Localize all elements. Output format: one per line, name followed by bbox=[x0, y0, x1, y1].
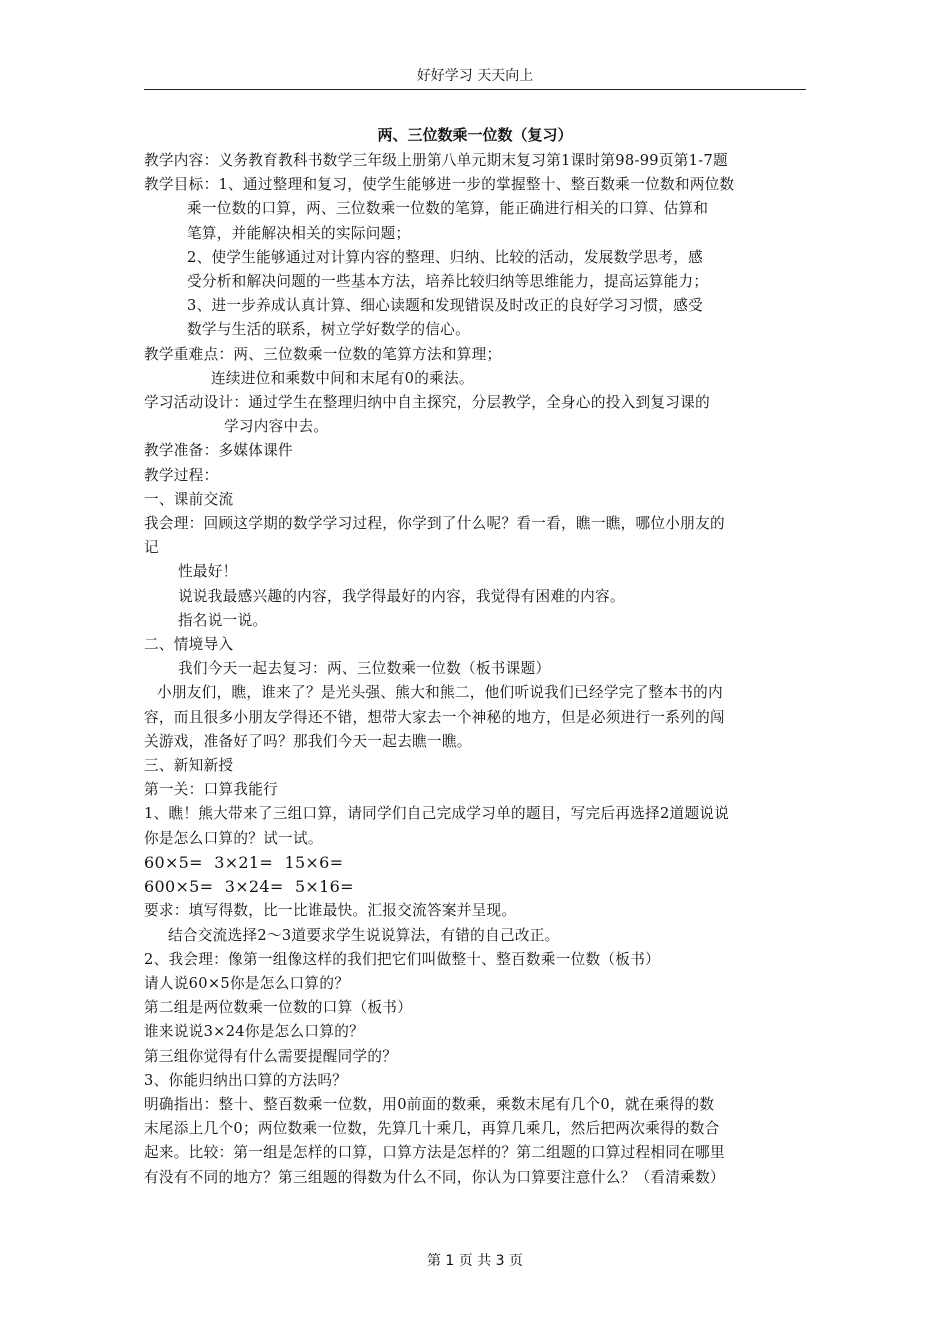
text-line: 受分析和解决问题的一些基本方法，培养比较归纳等思维能力，提高运算能力； bbox=[187, 273, 709, 291]
text-line: 数学与生活的联系，树立学好数学的信心。 bbox=[187, 321, 470, 339]
text-line: 3、你能归纳出口算的方法吗？ bbox=[144, 1071, 348, 1089]
text-line: 教学准备：多媒体课件 bbox=[144, 442, 293, 460]
text-line: 3、进一步养成认真计算、细心读题和发现错误及时改正的良好学习习惯，感受 bbox=[187, 297, 703, 315]
text-line: 笔算，并能解决相关的实际问题； bbox=[187, 224, 411, 242]
text-line: 1、瞧！熊大带来了三组口算，请同学们自己完成学习单的题目，写完后再选择2道题说说 bbox=[144, 805, 730, 823]
text-line: 我会理：回顾这学期的数学学习过程，你学到了什么呢？看一看，瞧一瞧，哪位小朋友的 bbox=[144, 515, 725, 533]
text-line: 2、我会理：像第一组像这样的我们把它们叫做整十、整百数乘一位数（板书） bbox=[144, 950, 660, 968]
text-line: 要求：填写得数，比一比谁最快。汇报交流答案并呈现。 bbox=[144, 902, 517, 920]
text-line: 谁来说说3×24你是怎么口算的？ bbox=[144, 1023, 365, 1041]
text-line: 学习活动设计：通过学生在整理归纳中自主探究，分层教学，全身心的投入到复习课的 bbox=[144, 394, 710, 412]
document-body bbox=[144, 149, 808, 1190]
section-heading: 二、情境导入 bbox=[144, 636, 234, 654]
text-line: 记 bbox=[144, 539, 159, 557]
section-heading: 三、新知新授 bbox=[144, 757, 234, 775]
text-line: 起来。比较：第一组是怎样的口算，口算方法是怎样的？第二组题的口算过程相同在哪里 bbox=[144, 1144, 725, 1162]
text-line: 有没有不同的地方？第三组题的得数为什么不同，你认为口算要注意什么？（看清乘数） bbox=[144, 1168, 725, 1186]
text-line: 学习内容中去。 bbox=[224, 418, 329, 436]
text-line: 教学目标：1、通过整理和复习，使学生能够进一步的掌握整十、整百数乘一位数和两位数 bbox=[144, 176, 735, 194]
page-footer: 第 1 页 共 3 页 bbox=[426, 1253, 524, 1269]
text-line: 第二组是两位数乘一位数的口算（板书） bbox=[144, 999, 413, 1017]
text-line: 我们今天一起去复习：两、三位数乘一位数（板书课题） bbox=[178, 660, 551, 678]
text-line: 2、使学生能够通过对计算内容的整理、归纳、比较的活动，发展数学思考，感 bbox=[187, 248, 703, 266]
text-line: 你是怎么口算的？试一试。 bbox=[144, 829, 323, 847]
section-heading: 一、课前交流 bbox=[144, 490, 234, 508]
text-line: 说说我最感兴趣的内容，我学得最好的内容，我觉得有困难的内容。 bbox=[178, 587, 625, 605]
text-line: 小朋友们，瞧，谁来了？是光头强、熊大和熊二，他们听说我们已经学完了整本书的内 bbox=[157, 684, 723, 702]
text-line: 结合交流选择2～3道要求学生说说算法，有错的自己改正。 bbox=[168, 926, 560, 944]
header-divider bbox=[144, 89, 806, 90]
calculation-row: 60×5= 3×21= 15×6= bbox=[144, 852, 344, 872]
text-line: 明确指出：整十、整百数乘一位数，用0前面的数乘，乘数末尾有几个0，就在乘得的数 bbox=[144, 1095, 715, 1113]
text-line: 容，而且很多小朋友学得还不错，想带大家去一个神秘的地方，但是必须进行一系列的闯 bbox=[144, 708, 725, 726]
text-line: 指名说一说。 bbox=[178, 611, 268, 629]
text-line: 性最好！ bbox=[178, 563, 238, 581]
page-header: 好好学习 天天向上 bbox=[416, 68, 534, 84]
text-line: 连续进位和乘数中间和末尾有0的乘法。 bbox=[211, 369, 474, 387]
text-line: 关游戏，准备好了吗？那我们今天一起去瞧一瞧。 bbox=[144, 732, 472, 750]
subsection-heading: 第一关：口算我能行 bbox=[144, 781, 279, 799]
text-line: 末尾添上几个0；两位数乘一位数，先算几十乘几，再算几乘几，然后把两次乘得的数合 bbox=[144, 1120, 720, 1138]
text-line: 第三组你觉得有什么需要提醒同学的？ bbox=[144, 1047, 398, 1065]
text-line: 教学过程： bbox=[144, 466, 219, 484]
text-line: 请人说60×5你是怎么口算的？ bbox=[144, 974, 350, 992]
calculation-row: 600×5= 3×24= 5×16= bbox=[144, 877, 354, 897]
text-line: 乘一位数的口算，两、三位数乘一位数的笔算，能正确进行相关的口算、估算和 bbox=[187, 200, 709, 218]
text-line: 教学内容：义务教育教科书数学三年级上册第八单元期末复习第1课时第98-99页第1-7题 bbox=[144, 152, 728, 169]
document-title: 两、三位数乘一位数（复习） bbox=[377, 126, 573, 144]
text-line: 教学重难点：两、三位数乘一位数的笔算方法和算理； bbox=[144, 345, 502, 363]
